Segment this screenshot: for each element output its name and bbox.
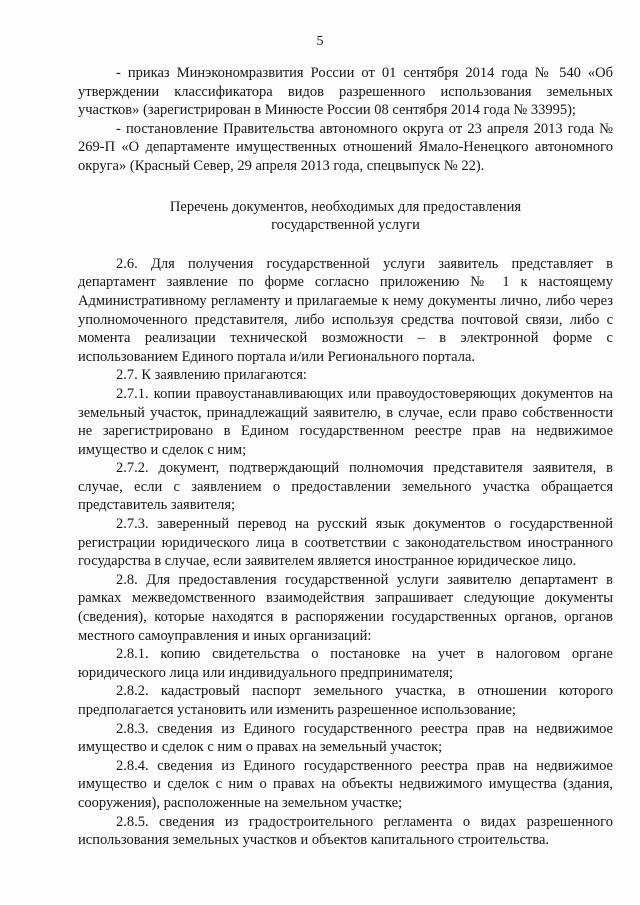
paragraph-2-7-3: 2.7.3. заверенный перевод на русский язык документов о государственной регистрации юридического лица в соответствии с законодательством иностранного государства в случае, если заявителем является иностранное юридическое лицо. [78, 516, 613, 570]
paragraph-2-8-1: 2.8.1. копию свидетельства о постановке на учет в налоговом органе юридического лица или индивидуального предпринимателя; [78, 646, 613, 681]
paragraph-2-8-2: 2.8.2. кадастровый паспорт земельного участка, в отношении которого предполагается установить или изменить разрешенное использование; [78, 683, 613, 718]
paragraph-2-8-4: 2.8.4. сведения из Единого государственного реестра прав на недвижимое имущество и сделок с ним о правах на объекты недвижимого имущества (здания, сооружения), расположенные на земельном участке; [78, 757, 613, 811]
paragraph-2-8-5: 2.8.5. сведения из градостроительного регламента о видах разрешенного использования земельных участков и объектов капитального строительства. [78, 813, 613, 849]
paragraph-2-8-3: 2.8.3. сведения из Единого государственного реестра прав на недвижимое имущество и сделок с ним о правах на земельный участок; [78, 720, 613, 756]
section-heading-line-2: государственной услуги [271, 217, 420, 234]
section-heading-line-1: Перечень документов, необходимых для предоставления [169, 198, 522, 215]
paragraph-2-7-2: 2.7.2. документ, подтверждающий полномочия представителя заявителя, в случае, если с заявлением о предоставлении земельного участка обращается представитель заявителя; [78, 460, 613, 514]
intro-paragraph-2: - постановление Правительства автономного округа от 23 апреля 2013 года № 269-П «О департаменте имущественных отношений Ямало-Ненецкого автономного округа» (Красный Север, 29 апреля 2013 года, спецвыпуск № 22). [78, 120, 613, 174]
document-body [78, 64, 613, 850]
paragraph-2-7: 2.7. К заявлению прилагаются: [116, 367, 307, 384]
page-number: 5 [316, 34, 324, 49]
paragraph-2-7-1: 2.7.1. копии правоустанавливающих или правоудостоверяющих документов на земельный участок, принадлежащий заявителю, в случае, если право собственности не зарегистрировано в Едином государственном реестре прав на недвижимое имущество и сделок с ним; [78, 385, 613, 458]
section-heading [78, 198, 613, 235]
paragraph-2-6: 2.6. Для получения государственной услуги заявитель представляет в департамент заявление по форме согласно приложению № 1 к настоящему Административному регламенту и прилагаемые к нему документы лично, либо через уполномоченного представителя, либо используя средства почтовой связи, либо с момента реализации технической возможности – в электронной форме с использованием Единого портала и/или Регионального портала. [78, 255, 613, 365]
intro-paragraph-1: - приказ Минэкономразвития России от 01 сентября 2014 года № 540 «Об утверждении классификатора видов разрешенного использования земельных участков» (зарегистрирован в Минюсте России 08 сентября 2014 года № 33995); [78, 65, 613, 119]
paragraph-2-8: 2.8. Для предоставления государственной услуги заявителю департамент в рамках межведомственного взаимодействия запрашивает следующие документы (сведения), которые находятся в распоряжении государственных органов, органов местного самоуправления и иных организаций: [78, 571, 613, 644]
